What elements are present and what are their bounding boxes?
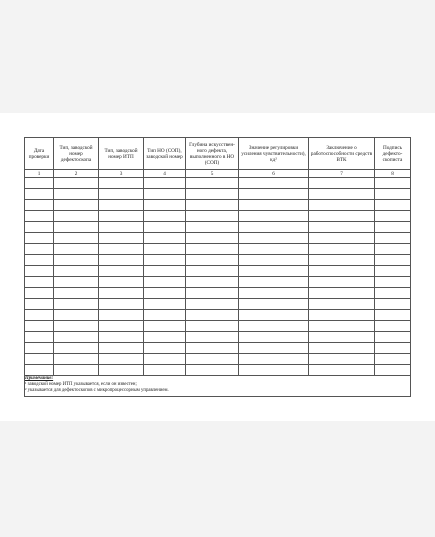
column-number: 3	[99, 170, 144, 178]
table-cell	[54, 343, 99, 354]
table-cell	[54, 299, 99, 310]
column-number-row	[25, 170, 411, 178]
table-cell	[186, 277, 239, 288]
table-cell	[239, 266, 309, 277]
table-cell	[25, 266, 54, 277]
table-cell	[375, 200, 411, 211]
table-cell	[186, 222, 239, 233]
table-cell	[375, 189, 411, 200]
notes-row	[25, 376, 411, 397]
table-cell	[54, 255, 99, 266]
table-cell	[375, 299, 411, 310]
table-cell	[144, 288, 186, 299]
table-cell	[99, 277, 144, 288]
table-cell	[54, 200, 99, 211]
table-cell	[239, 255, 309, 266]
table-cell	[186, 178, 239, 189]
table-row	[25, 189, 411, 200]
table-cell	[144, 211, 186, 222]
table-cell	[54, 244, 99, 255]
table-cell	[239, 321, 309, 332]
table-cell	[239, 288, 309, 299]
table-cell	[144, 332, 186, 343]
table-cell	[309, 211, 375, 222]
table-cell	[239, 222, 309, 233]
document-page	[0, 113, 435, 421]
table-cell	[309, 266, 375, 277]
notes-title: Примечание:	[25, 376, 54, 381]
table-cell	[309, 299, 375, 310]
table-cell	[375, 211, 411, 222]
table-cell	[309, 365, 375, 376]
table-cell	[25, 222, 54, 233]
table-cell	[144, 321, 186, 332]
table-cell	[25, 310, 54, 321]
header-cell: Тип, заводской номер дефектоскопа	[54, 138, 99, 170]
table-cell	[239, 332, 309, 343]
table-cell	[54, 354, 99, 365]
table-cell	[99, 244, 144, 255]
table-cell	[144, 354, 186, 365]
table-cell	[186, 299, 239, 310]
table-cell	[186, 200, 239, 211]
table-cell	[25, 354, 54, 365]
table-cell	[144, 222, 186, 233]
table-cell	[186, 354, 239, 365]
table-row	[25, 365, 411, 376]
table-cell	[54, 277, 99, 288]
table-row	[25, 321, 411, 332]
table-cell	[99, 354, 144, 365]
table-cell	[144, 310, 186, 321]
table-cell	[144, 277, 186, 288]
table-cell	[99, 321, 144, 332]
table-cell	[186, 343, 239, 354]
table-cell	[239, 233, 309, 244]
notes-line: ¹ заводской номер ИТП указывается, если он известен;	[25, 382, 137, 387]
table-cell	[375, 178, 411, 189]
notes-cell	[25, 376, 411, 397]
table-cell	[99, 211, 144, 222]
table-cell	[309, 310, 375, 321]
table-cell	[375, 255, 411, 266]
notes-line: ² указывается для дефектоскопов с микропроцессорным управлением.	[25, 388, 169, 393]
table-row	[25, 277, 411, 288]
table-row	[25, 332, 411, 343]
table-cell	[99, 288, 144, 299]
table-cell	[375, 288, 411, 299]
header-cell: Подпись дефекто-скописта	[375, 138, 411, 170]
table-cell	[25, 365, 54, 376]
table-cell	[25, 321, 54, 332]
table-cell	[375, 222, 411, 233]
table-cell	[54, 266, 99, 277]
header-cell: Тип НО (СОП), заводской номер	[144, 138, 186, 170]
column-number: 1	[25, 170, 54, 178]
table-cell	[309, 222, 375, 233]
table-cell	[375, 343, 411, 354]
table-cell	[309, 321, 375, 332]
table-cell	[54, 310, 99, 321]
table-cell	[99, 233, 144, 244]
table-cell	[186, 288, 239, 299]
table-cell	[309, 200, 375, 211]
table-cell	[144, 343, 186, 354]
table-cell	[239, 211, 309, 222]
table-cell	[54, 233, 99, 244]
column-number: 6	[239, 170, 309, 178]
table-cell	[54, 211, 99, 222]
table-cell	[54, 189, 99, 200]
table-cell	[239, 200, 309, 211]
table-cell	[375, 310, 411, 321]
table-cell	[25, 200, 54, 211]
table-cell	[309, 277, 375, 288]
table-cell	[54, 178, 99, 189]
table-cell	[186, 266, 239, 277]
table-row	[25, 178, 411, 189]
table-cell	[186, 255, 239, 266]
table-cell	[309, 233, 375, 244]
table-cell	[99, 365, 144, 376]
table-cell	[144, 266, 186, 277]
table-cell	[239, 299, 309, 310]
table-cell	[99, 266, 144, 277]
table-cell	[239, 244, 309, 255]
table-cell	[309, 255, 375, 266]
table-cell	[54, 365, 99, 376]
table-cell	[25, 211, 54, 222]
table-row	[25, 299, 411, 310]
table-cell	[25, 233, 54, 244]
table-cell	[239, 277, 309, 288]
table-cell	[239, 354, 309, 365]
table-cell	[54, 332, 99, 343]
table-cell	[309, 354, 375, 365]
table-cell	[186, 365, 239, 376]
table-cell	[239, 178, 309, 189]
table-cell	[375, 321, 411, 332]
header-cell: Значение регулировки усиления чувствительности), кд²	[239, 138, 309, 170]
table-cell	[309, 178, 375, 189]
table-row	[25, 244, 411, 255]
column-number: 8	[375, 170, 411, 178]
table-cell	[375, 354, 411, 365]
table-cell	[25, 277, 54, 288]
log-entries	[25, 178, 411, 376]
table-cell	[144, 200, 186, 211]
table-cell	[186, 310, 239, 321]
table-cell	[375, 365, 411, 376]
table-cell	[239, 310, 309, 321]
table-cell	[25, 178, 54, 189]
table-row	[25, 343, 411, 354]
table-cell	[309, 332, 375, 343]
table-row	[25, 255, 411, 266]
table-cell	[186, 244, 239, 255]
table-cell	[25, 244, 54, 255]
table-cell	[25, 332, 54, 343]
column-number: 7	[309, 170, 375, 178]
table-cell	[239, 343, 309, 354]
table-cell	[309, 244, 375, 255]
table-cell	[54, 222, 99, 233]
table-cell	[25, 255, 54, 266]
table-row	[25, 354, 411, 365]
table-cell	[375, 277, 411, 288]
table-cell	[186, 233, 239, 244]
table-cell	[144, 244, 186, 255]
table-cell	[25, 189, 54, 200]
table-cell	[99, 189, 144, 200]
inspection-log-table	[24, 137, 411, 397]
table-cell	[99, 310, 144, 321]
table-cell	[186, 211, 239, 222]
table-cell	[144, 365, 186, 376]
table-row	[25, 222, 411, 233]
table-cell	[25, 288, 54, 299]
table-row	[25, 200, 411, 211]
table-row	[25, 211, 411, 222]
table-cell	[99, 299, 144, 310]
table-cell	[99, 255, 144, 266]
table-row	[25, 288, 411, 299]
table-cell	[144, 233, 186, 244]
table-cell	[375, 244, 411, 255]
table-cell	[375, 266, 411, 277]
table-cell	[144, 189, 186, 200]
table-cell	[99, 200, 144, 211]
table-row	[25, 310, 411, 321]
table-cell	[309, 288, 375, 299]
table-cell	[309, 343, 375, 354]
table-cell	[186, 189, 239, 200]
table-cell	[99, 178, 144, 189]
table-cell	[99, 222, 144, 233]
table-cell	[239, 189, 309, 200]
header-cell: Дата проверки	[25, 138, 54, 170]
table-cell	[186, 321, 239, 332]
table-cell	[99, 343, 144, 354]
table-cell	[375, 233, 411, 244]
table-cell	[239, 365, 309, 376]
table-cell	[54, 288, 99, 299]
table-cell	[144, 299, 186, 310]
header-row	[25, 138, 411, 170]
column-number: 4	[144, 170, 186, 178]
table-cell	[54, 321, 99, 332]
header-cell: Тип, заводской номер ИТП	[99, 138, 144, 170]
table-row	[25, 266, 411, 277]
table-cell	[144, 255, 186, 266]
table-cell	[144, 178, 186, 189]
header-cell: Глубина искусствен-ного дефекта, выполненного в НО (СОП)	[186, 138, 239, 170]
header-cell: Заключение о работоспособности средств ВТК	[309, 138, 375, 170]
table-cell	[25, 299, 54, 310]
table-cell	[186, 332, 239, 343]
table-cell	[375, 332, 411, 343]
table-cell	[309, 189, 375, 200]
column-number: 5	[186, 170, 239, 178]
column-number: 2	[54, 170, 99, 178]
table-cell	[99, 332, 144, 343]
table-cell	[25, 343, 54, 354]
table-row	[25, 233, 411, 244]
